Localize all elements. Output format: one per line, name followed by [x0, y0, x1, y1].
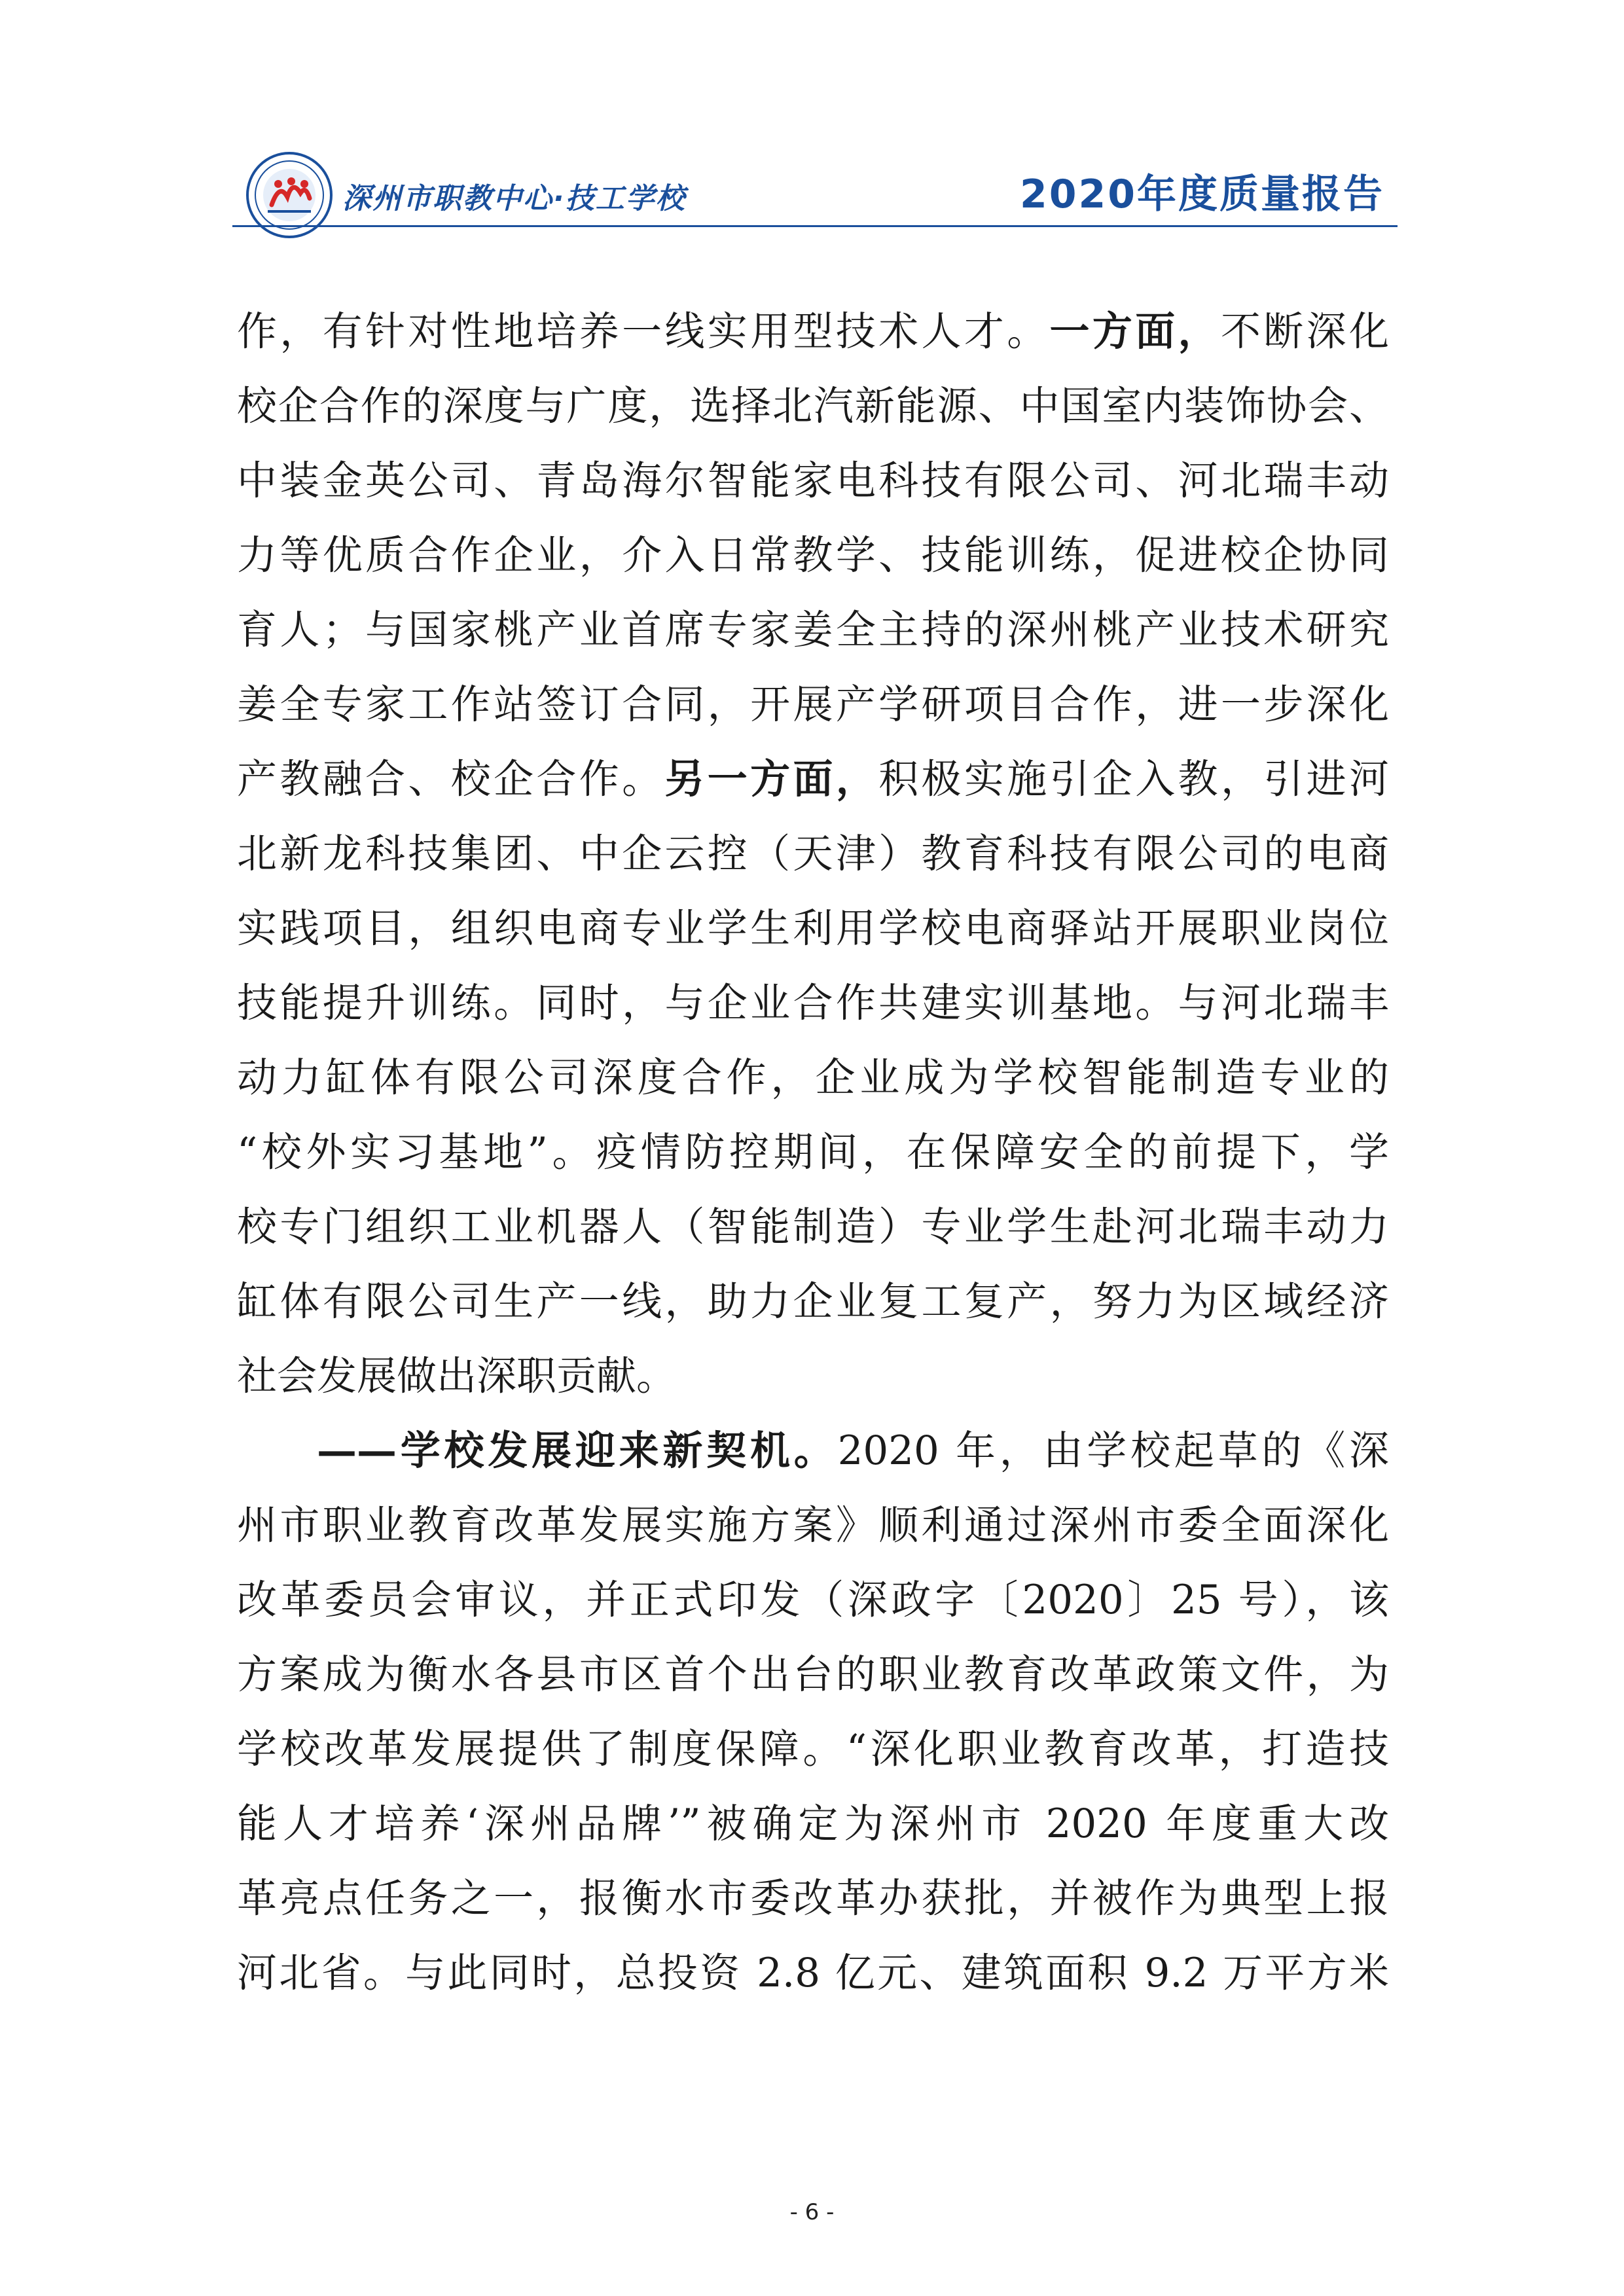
page-number: - 6 - — [789, 2199, 835, 2225]
text-line: 改革委员会审议，并正式印发（深政字〔2020〕25 号），该 — [237, 1577, 1389, 1623]
body-text — [237, 295, 1389, 2011]
text-line: ——学校发展迎来新契机。2020 年，由学校起草的《深 — [317, 1427, 1389, 1474]
page-header — [232, 141, 1398, 232]
text-line: 育人；与国家桃产业首席专家姜全主持的深州桃产业技术研究 — [237, 607, 1389, 653]
text-line: 河北省。与此同时，总投资 2.8 亿元、建筑面积 9.2 万平方米 — [237, 1950, 1389, 1996]
text-line: 能人才培养‘深州品牌’”被确定为深州市 2020 年度重大改 — [237, 1801, 1389, 1847]
text-line: 中装金英公司、青岛海尔智能家电科技有限公司、河北瑞丰动 — [237, 457, 1389, 504]
text-line: 学校改革发展提供了制度保障。“深化职业教育改革，打造技 — [237, 1726, 1389, 1772]
text-line: 作，有针对性地培养一线实用型技术人才。一方面，不断深化 — [237, 308, 1389, 355]
text-line: 缸体有限公司生产一线，助力企业复工复产，努力为区域经济 — [237, 1278, 1389, 1325]
text-line: “校外实习基地”。疫情防控期间，在保障安全的前提下，学 — [237, 1129, 1389, 1175]
emphasis: 另一方面， — [664, 756, 879, 802]
text-line: 动力缸体有限公司深度合作，企业成为学校智能制造专业的 — [237, 1054, 1389, 1101]
header-divider — [232, 225, 1398, 227]
text-line: 力等优质合作企业，介入日常教学、技能训练，促进校企协同 — [237, 532, 1389, 579]
report-title: 2020年度质量报告 — [1020, 171, 1384, 217]
text-line: 实践项目，组织电商专业学生利用学校电商驿站开展职业岗位 — [237, 905, 1389, 952]
text-line: 北新龙科技集团、中企云控（天津）教育科技有限公司的电商 — [237, 831, 1389, 877]
school-name: 深州市职教中心·技工学校 — [342, 182, 686, 215]
text-line: 方案成为衡水各县市区首个出台的职业教育改革政策文件，为 — [237, 1651, 1389, 1698]
text-line: 姜全专家工作站签订合同，开展产学研项目合作，进一步深化 — [237, 681, 1389, 728]
text-line: 产教融合、校企合作。另一方面，积极实施引企入教，引进河 — [237, 756, 1389, 802]
section-lead: ——学校发展迎来新契机。 — [317, 1427, 838, 1474]
text-line: 技能提升训练。同时，与企业合作共建实训基地。与河北瑞丰 — [237, 980, 1389, 1026]
text-line: 校企合作的深度与广度，选择北汽新能源、中国室内装饰协会、 — [237, 383, 1389, 429]
text-line: 校专门组织工业机器人（智能制造）专业学生赴河北瑞丰动力 — [237, 1204, 1389, 1250]
emphasis: 一方面， — [1049, 308, 1221, 355]
text-line: 社会发展做出深职贡献。 — [237, 1353, 677, 1399]
text-line: 革亮点任务之一，报衡水市委改革办获批，并被作为典型上报 — [237, 1875, 1389, 1922]
text-line: 州市职业教育改革发展实施方案》顺利通过深州市委全面深化 — [237, 1502, 1389, 1549]
